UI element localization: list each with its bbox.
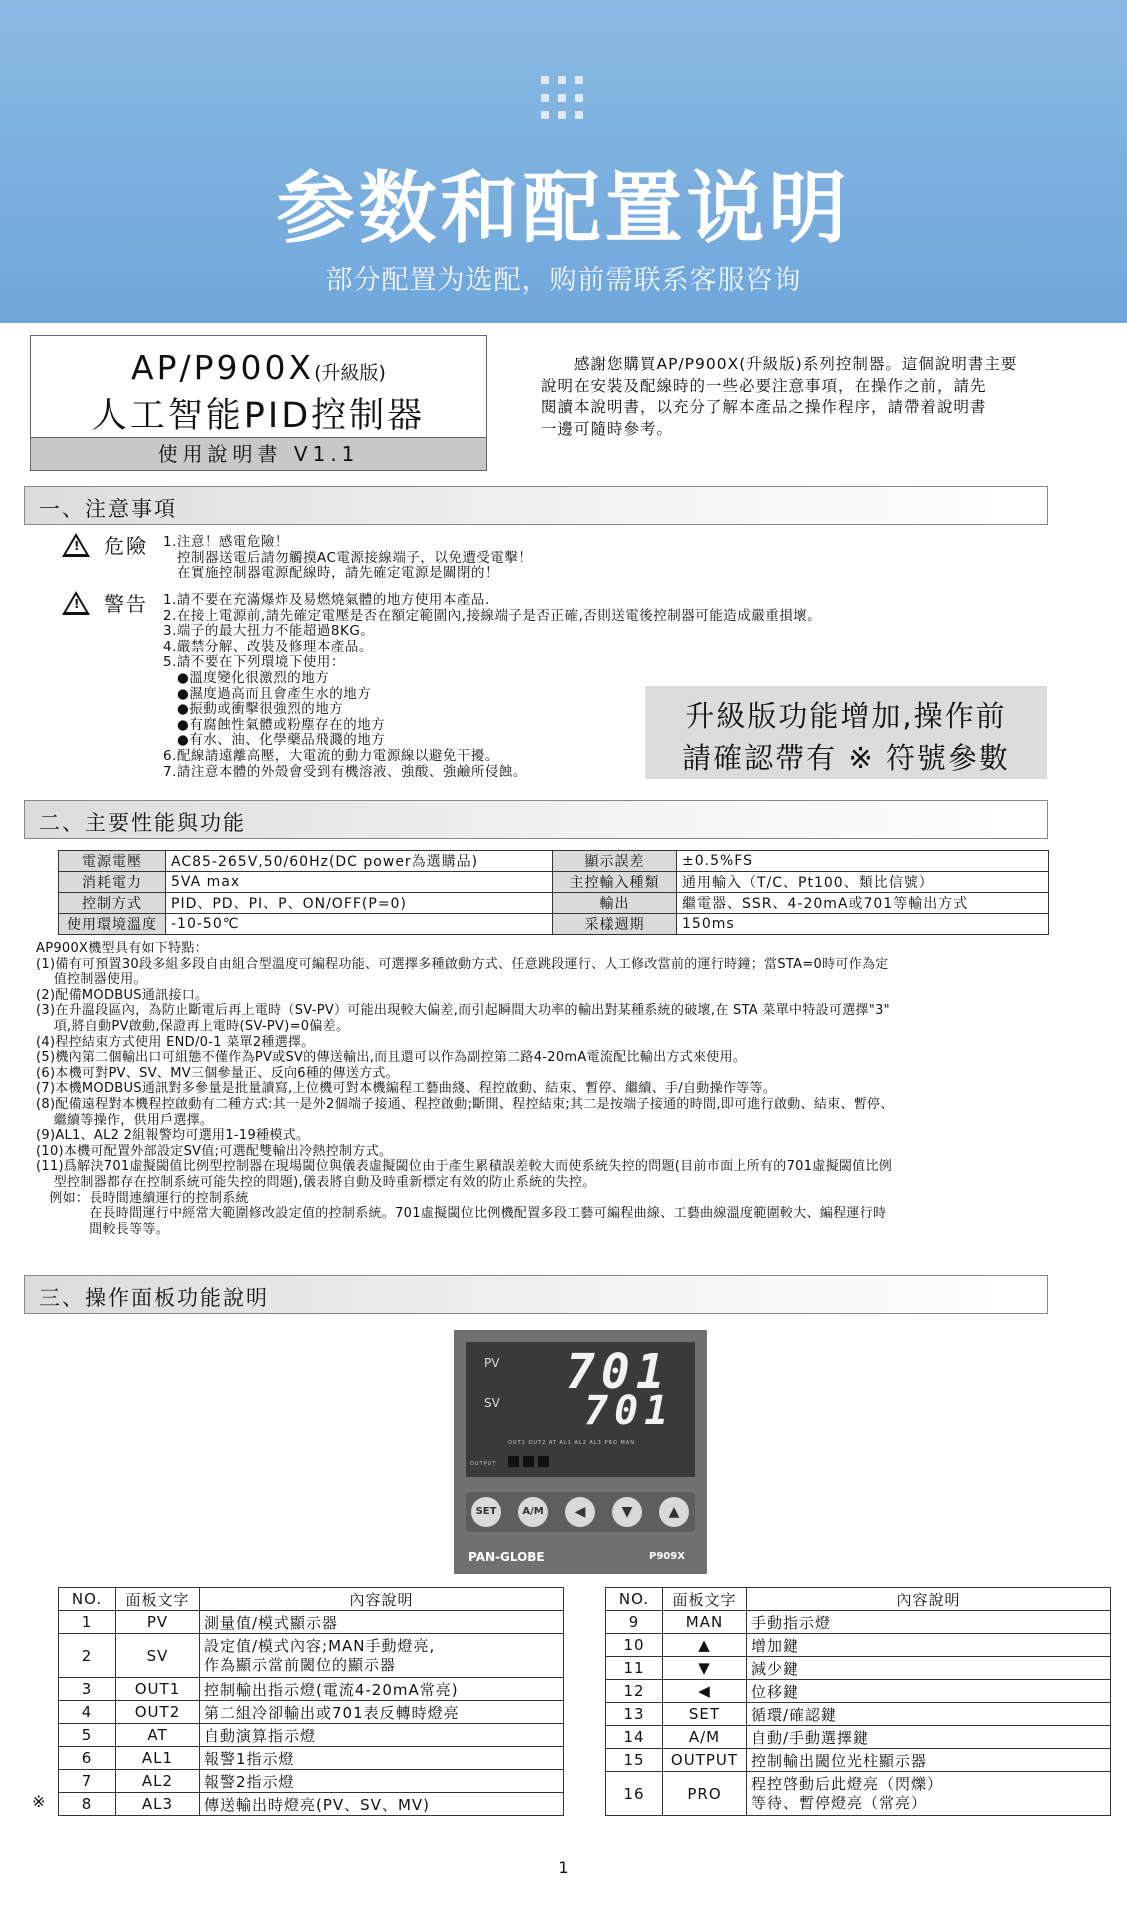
- brand-logo: PAN-GLOBE: [468, 1550, 545, 1564]
- danger-row: ! 危險: [62, 530, 148, 559]
- table-row: NO. 面板文字 內容說明: [606, 1588, 1111, 1611]
- set-key[interactable]: SET: [471, 1497, 501, 1527]
- output-bar: [508, 1456, 519, 1467]
- table-row: 14 A/M 自動/手動選擇鍵: [606, 1726, 1111, 1749]
- warning-text: 1.請不要在充滿爆炸及易燃燒氣體的地方使用本產品. 2.在接上電源前,請先確定電壓是否在額定範圍內,接線端子是否正確,否則送電後控制器可能造成嚴重損壞。 3.端子的最大扭力不能超過8KG。 4.嚴禁分解、改裝及修理本產品。 5.請不要在下列環境下使用： ●溫度變化很激烈的地方 ●濕度過高而且會產生水的地方 ●振動或衝擊很強烈的地方 ●有腐蝕性氣體或粉塵存在的地方 ●有水、油、化學藥品飛濺的地方 6.配線請遠離高壓，大電流的動力電源線以避免干擾。 7.請注意本體的外殼會受到有機溶液、強酸、強鹼所侵蝕。: [163, 592, 822, 780]
- am-key[interactable]: A/M: [518, 1497, 548, 1527]
- keypad: [466, 1492, 695, 1532]
- table-row: 11 ▼ 減少鍵: [606, 1657, 1111, 1680]
- table-row: 9 MAN 手動指示燈: [606, 1611, 1111, 1634]
- danger-text: 1.注意！感電危險！ 控制器送電后請勿觸摸AC電源接線端子，以免遭受電擊！ 在實施控制器電源配線時，請先確定電源是關閉的！: [163, 534, 533, 582]
- intro-text: 感謝您購買AP/P900X(升級版)系列控制器。這個說明書主要 說明在安裝及配線時的一些必要注意事項，在操作之前，請先 閱讀本說明書，以充分了解本產品之操作程序，請帶着說明書 一邊可隨時參考。: [541, 355, 1018, 438]
- warning-triangle-icon: !: [62, 533, 90, 557]
- banner-title: 参数和配置说明: [276, 164, 851, 254]
- warning-triangle-icon: !: [62, 591, 90, 615]
- table-row: 5 AT 自動演算指示燈: [59, 1724, 564, 1747]
- table-row: 13 SET 循環/確認鍵: [606, 1703, 1111, 1726]
- sv-label: SV: [484, 1396, 500, 1410]
- warning-row: ! 警告: [62, 588, 148, 617]
- table-row: 3 OUT1 控制輸出指示燈(電流4-20mA常亮): [59, 1678, 564, 1701]
- output-label: OUTPUT: [470, 1461, 497, 1467]
- down-key[interactable]: ▼: [612, 1497, 642, 1527]
- output-bar: [538, 1456, 549, 1467]
- table-row: 4 OUT2 第二組冷卻輸出或701表反轉時燈亮: [59, 1701, 564, 1724]
- spec-table: [58, 850, 1049, 935]
- table-row: 8 AL3 傳送輸出時燈亮(PV、SV、MV): [59, 1793, 564, 1816]
- sv-display: 701: [584, 1388, 675, 1434]
- panel-table-left: [58, 1587, 564, 1816]
- title-box: [30, 335, 487, 471]
- banner-subtitle: 部分配置为选配，购前需联系客服咨询: [325, 265, 802, 296]
- table-row: 消耗電力 5VA max 主控輸入種類 通用輸入（T/C、Pt100、類比信號）: [59, 872, 1049, 893]
- page-number: 1: [558, 1858, 569, 1877]
- dots-decoration: [541, 76, 585, 120]
- table-row: 控制方式 PID、PD、PI、P、ON/OFF(P=0) 輸出 繼電器、SSR、4-20mA或701等輸出方式: [59, 893, 1049, 914]
- pv-display: 701: [566, 1344, 671, 1400]
- table-row: 15 OUTPUT 控制輸出閾位光柱顯示器: [606, 1749, 1111, 1772]
- pv-label: PV: [484, 1356, 500, 1370]
- section1-header: 一、注意事項: [24, 486, 1048, 525]
- table-row: 電源電壓 AC85-265V,50/60Hz(DC power為選購品) 顯示誤差 ±0.5%FS: [59, 851, 1049, 872]
- top-banner: [0, 0, 1127, 323]
- upgrade-mark: ※: [32, 1792, 46, 1811]
- output-bar: [523, 1456, 534, 1467]
- table-row: 6 AL1 報警1指示燈: [59, 1747, 564, 1770]
- section2-header: 二、主要性能與功能: [24, 800, 1048, 839]
- features-list: AP900X機型具有如下特點： (1)備有可預置30段多組多段自由組合型溫度可編程功能、可選擇多種啟動方式、任意跳段運行、人工修改當前的運行時鐘；當STA=0時可作為定 值控制器使用。 (2)配備MODBUS通訊接口。 (3)在升溫段區內，為防止斷電后再上電時（SV-PV）可能出現較大偏差,而引起瞬間大功率的輸出對某種系統的破壞,在 STA 菜單中特設可選擇"3" 項,將自動PV啟動,保證再上電時(SV-PV)=0偏差。 (4)程控結束方式使用 END/0-1 菜單2種選擇。 (5)機內第二個輸出口可組態不僅作為PV或SV的傳送輸出,而且還可以作為副控第二路4-20mA電流配比輸出方式來使用。 (6)本機可對PV、SV、MV三個參量正、反向6種的傳送方式。 (7)本機MODBUS通訊對多參量是批量讀寫,上位機可對本機編程工藝曲綫、程控啟動、結束、暫停、繼續、手/自動操作等等。 (8)配備遠程對本機程控啟動有二種方式:其一是外2個端子接通、程控啟動;斷開、程控結束;其二是按端子接通的時間,即可進行啟動、結束、暫停、 繼續等操作，供用戶選擇。 (9)AL1、AL2 2組報警均可選用1-19種模式。 (10)本機可配置外部設定SV值;可選配雙輸出冷熱控制方式。 (11)爲解決701虛擬閾值比例型控制器在現場閾位與儀表虛擬閾位由于產生累積誤差較大而使系統失控的問題(目前市面上所有的701虛擬閾值比例 型控制器都存在控制系統可能失控的問題),儀表將自動及時重新標定有效的防止系統的失控。 例如：長時間連續運行的控制系統 在長時間運行中經常大範圍修改設定值的控制系統。701虛擬閾位比例機配置多段工藝可編程曲線、工藝曲線溫度範圍較大、編程運行時 間較長等等。: [36, 941, 894, 1237]
- table-row: 1 PV 測量值/模式顯示器: [59, 1611, 564, 1634]
- controller-panel-image: [454, 1330, 707, 1574]
- panel-table-right: [605, 1587, 1111, 1816]
- table-row: 12 ◀ 位移鍵: [606, 1680, 1111, 1703]
- up-key[interactable]: ▲: [659, 1497, 689, 1527]
- display-area: [466, 1342, 695, 1477]
- manual-version: 使用說明書 V1.1: [31, 437, 486, 470]
- upgrade-notice: 升級版功能增加,操作前 請確認帶有 ※ 符號參數: [645, 686, 1047, 779]
- table-row: 10 ▲ 增加鍵: [606, 1634, 1111, 1657]
- shift-key[interactable]: ◀: [565, 1497, 595, 1527]
- table-row: 使用環境溫度 -10-50℃ 采樣週期 150ms: [59, 914, 1049, 935]
- table-row: 7 AL2 報警2指示燈: [59, 1770, 564, 1793]
- section3-header: 三、操作面板功能說明: [24, 1275, 1048, 1314]
- table-row: NO. 面板文字 內容說明: [59, 1588, 564, 1611]
- indicator-labels: OUT1 OUT2 AT AL1 AL2 AL3 PRO MAN: [508, 1440, 635, 1446]
- panel-model: P909X: [649, 1551, 685, 1562]
- model-name: AP/P900X(升級版): [131, 348, 386, 387]
- table-row: 2 SV 設定值/模式內容;MAN手動燈亮, 作為顯示當前閾位的顯示器: [59, 1634, 564, 1678]
- product-name: 人工智能PID控制器: [91, 396, 426, 436]
- table-row: 16 PRO 程控啓動后此燈亮（閃爍） 等待、暫停燈亮（常亮）: [606, 1772, 1111, 1816]
